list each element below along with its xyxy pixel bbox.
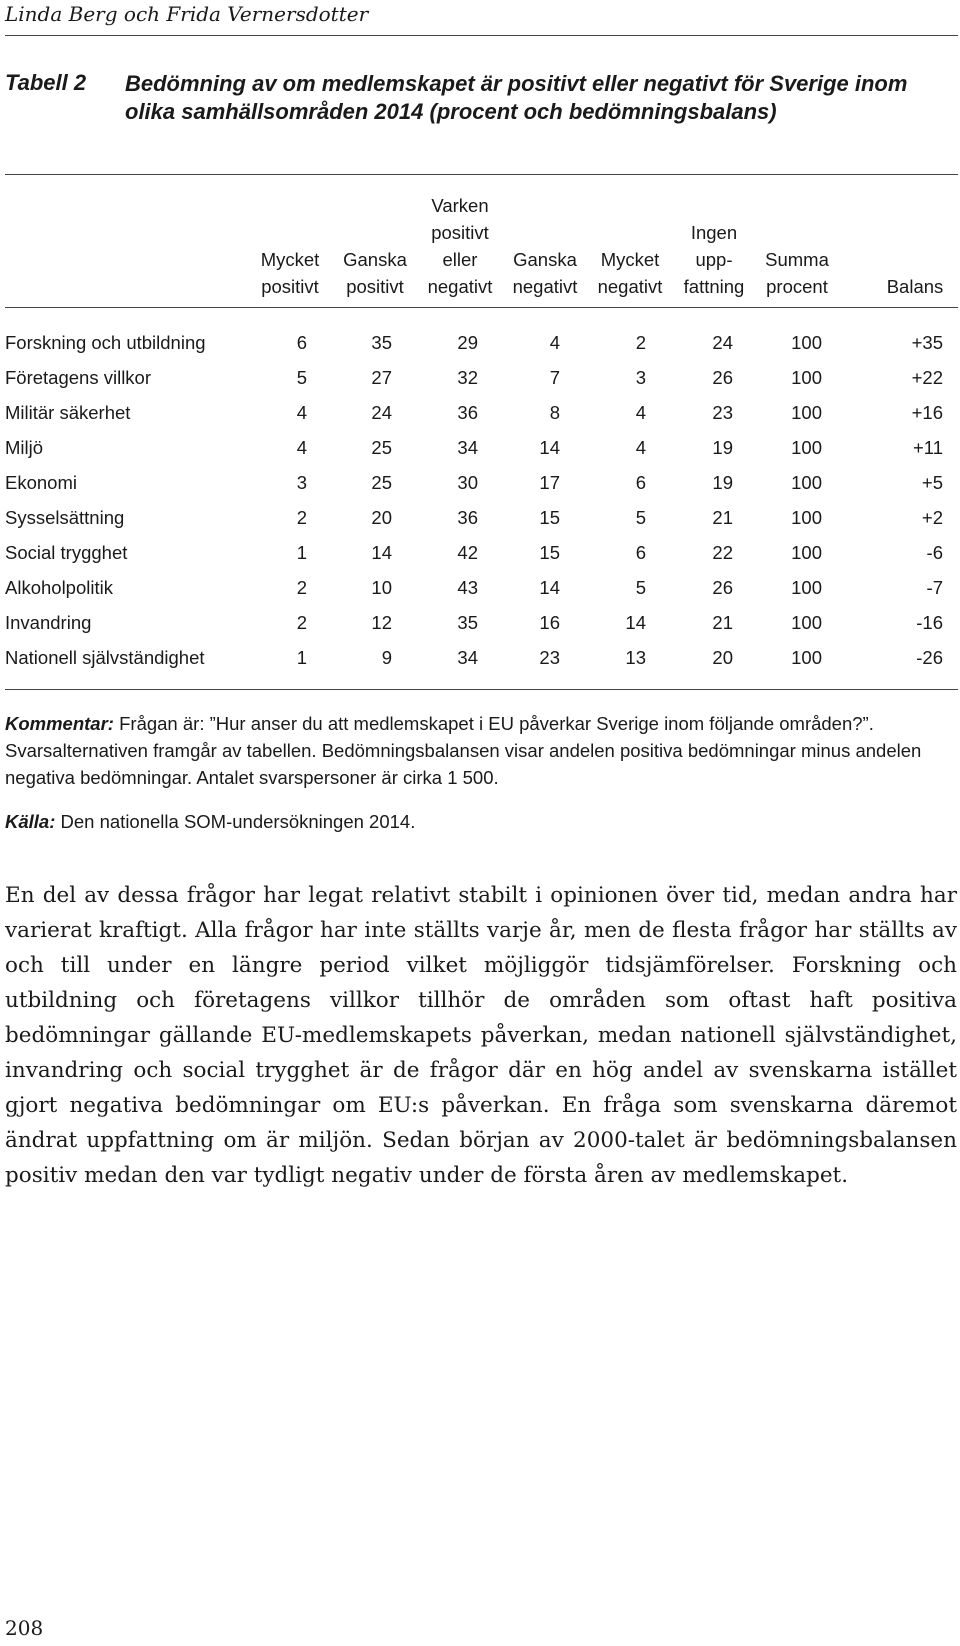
table-cell: 1 (296, 542, 307, 563)
table-row (5, 430, 958, 465)
body-paragraph: En del av dessa frågor har legat relativt stabilt i opinionen över tid, medan andra har varierat kraftigt. Alla frågor har inte ställts varje år, men de flesta frågor har ställts av och till under en längre period vilket möjliggör tidsjämförelser. Forskning och utbildning och företagens villkor tillhör de områden som oftast haft positiva bedömningar gällande EU-medlemskapets påverkan, medan nationell självständighet, invandring och social trygghet är de frågor där en hög andel av svenskarna istället gjort negativa bedömningar om EU:s påverkan. En fråga som svenskarna däremot ändrat uppfattning om är miljön. Sedan början av 2000-talet är bedömningsbalansen positiv medan den var tydligt negativ under de första åren av medlemskapet. (5, 883, 957, 1188)
table-cell: 6 (635, 542, 646, 563)
table-cell: 15 (539, 507, 560, 528)
table-cell: 5 (635, 577, 646, 598)
table-label: Tabell 2 (5, 70, 87, 95)
table-cell: 2 (635, 332, 646, 353)
table-cell: 3 (296, 472, 307, 493)
table-cell: 25 (371, 472, 392, 493)
table-cell: 23 (539, 647, 560, 668)
table-cell: +16 (911, 402, 943, 423)
table-cell: 22 (712, 542, 733, 563)
table-cell: +35 (911, 332, 943, 353)
table-cell: 100 (791, 577, 822, 598)
col-head-ingen-uppfattning: Ingen upp- fattning (683, 222, 745, 297)
table-cell: 24 (371, 402, 392, 423)
table-cell: 2 (296, 507, 307, 528)
table-cell: 100 (791, 332, 822, 353)
table-cell: 20 (712, 647, 733, 668)
table-cell: 2 (296, 577, 307, 598)
table-cell: 32 (457, 367, 478, 388)
table-source (5, 808, 955, 835)
table-cell: 6 (635, 472, 646, 493)
table-cell: 35 (457, 612, 478, 633)
table-title: Bedömning av om medlemskapet är positivt eller negativt för Sverige inom olika samhällsområden 2014 (procent och bedömningsbalans) (125, 71, 908, 124)
table-cell: 15 (539, 542, 560, 563)
table-cell: 17 (539, 472, 560, 493)
table-cell: 36 (457, 507, 478, 528)
table-cell: 34 (457, 647, 478, 668)
table-cell: 13 (625, 647, 646, 668)
table-cell: 14 (371, 542, 392, 563)
col-head-mycket-negativt: Mycket negativt (597, 249, 663, 297)
row-label: Nationell självständighet (5, 647, 205, 668)
table-cell: 16 (539, 612, 560, 633)
comment-text: Frågan är: ”Hur anser du att medlemskapet i EU påverkar Sverige inom följande områden?”. Svarsalternativen framgår av tabellen. Bedömningsbalansen visar andelen positiva bedömningar minus andelen negativa bedömningar. Antalet svarspersoner är cirka 1 500. (5, 713, 922, 788)
row-label: Forskning och utbildning (5, 332, 206, 353)
table-row (5, 360, 958, 395)
table-cell: +11 (912, 437, 943, 458)
table-top-rule (5, 174, 958, 175)
table-cell: 12 (371, 612, 392, 633)
table-cell: -26 (916, 647, 943, 668)
table-cell: 27 (371, 367, 392, 388)
table-cell: 35 (371, 332, 392, 353)
header-rule (5, 35, 958, 36)
table-cell: 10 (371, 577, 392, 598)
table-cell: 29 (457, 332, 478, 353)
col-head-ganska-positivt: Ganska positivt (343, 249, 407, 297)
table-cell: 30 (457, 472, 478, 493)
col-head-summa-procent: Summa procent (765, 249, 829, 297)
table-cell: 24 (712, 332, 733, 353)
source-text: Den nationella SOM-undersökningen 2014. (60, 811, 416, 832)
table-cell: 14 (539, 437, 560, 458)
table-cell: +22 (911, 367, 943, 388)
col-head-varken: Varken positivt eller negativt (427, 195, 493, 297)
table-cell: 4 (635, 402, 646, 423)
col-head-balans: Balans (886, 276, 944, 297)
table-row (5, 325, 958, 360)
table-cell: 100 (791, 402, 822, 423)
table-cell: 20 (371, 507, 392, 528)
col-head-mycket-positivt: Mycket positivt (260, 249, 320, 297)
table-cell: 5 (296, 367, 307, 388)
table-comment (5, 710, 955, 791)
table-cell: 100 (791, 647, 822, 668)
table-cell: 26 (712, 577, 733, 598)
table-row (5, 465, 958, 500)
table-row (5, 570, 958, 605)
comment-label: Kommentar: (5, 713, 114, 734)
table-row (5, 535, 958, 570)
table-row (5, 500, 958, 535)
table-cell: 42 (457, 542, 478, 563)
table-cell: 100 (791, 367, 822, 388)
table-cell: 100 (791, 542, 822, 563)
row-label: Alkoholpolitik (5, 577, 113, 598)
table-cell: 14 (539, 577, 560, 598)
row-label: Invandring (5, 612, 92, 633)
row-label: Miljö (5, 437, 44, 458)
table-cell: 23 (712, 402, 733, 423)
table-cell: 7 (549, 367, 560, 388)
table-cell: 25 (371, 437, 392, 458)
table-cell: 4 (296, 402, 307, 423)
table-cell: 5 (635, 507, 646, 528)
table-cell: 6 (296, 332, 307, 353)
table-cell: 14 (625, 612, 646, 633)
row-label: Företagens villkor (5, 367, 152, 388)
row-label: Ekonomi (5, 472, 77, 493)
table-cell: 100 (791, 507, 822, 528)
table-cell: 19 (712, 472, 733, 493)
col-head-ganska-negativt: Ganska negativt (512, 249, 578, 297)
table-row (5, 640, 958, 675)
table-cell: 4 (549, 332, 560, 353)
table-cell: 100 (791, 612, 822, 633)
source-label: Källa: (5, 811, 56, 832)
page-number: 208 (5, 1616, 44, 1640)
table-cell: 9 (381, 647, 392, 668)
row-label: Militär säkerhet (5, 402, 131, 423)
running-head: Linda Berg och Frida Vernersdotter (5, 2, 369, 26)
table-cell: -6 (926, 542, 943, 563)
table-cell: -16 (916, 612, 943, 633)
table-cell: 3 (635, 367, 646, 388)
table-cell: +2 (921, 507, 943, 528)
table-cell: 21 (712, 507, 733, 528)
table-header-rule (5, 307, 958, 308)
table-cell: 1 (296, 647, 307, 668)
table-row (5, 605, 958, 640)
table-cell: 26 (712, 367, 733, 388)
table-cell: 2 (296, 612, 307, 633)
row-label: Sysselsättning (5, 507, 125, 528)
table-row (5, 395, 958, 430)
table-cell: 4 (635, 437, 646, 458)
table-cell: +5 (921, 472, 943, 493)
table-cell: 100 (791, 437, 822, 458)
table-bottom-rule (5, 689, 958, 690)
table-cell: 8 (549, 402, 560, 423)
table-cell: 34 (457, 437, 478, 458)
table-cell: 43 (457, 577, 478, 598)
table-cell: -7 (926, 577, 943, 598)
row-label: Social trygghet (5, 542, 128, 563)
table-cell: 36 (457, 402, 478, 423)
table-cell: 4 (296, 437, 307, 458)
table-cell: 100 (791, 472, 822, 493)
table-cell: 21 (712, 612, 733, 633)
table-cell: 19 (712, 437, 733, 458)
